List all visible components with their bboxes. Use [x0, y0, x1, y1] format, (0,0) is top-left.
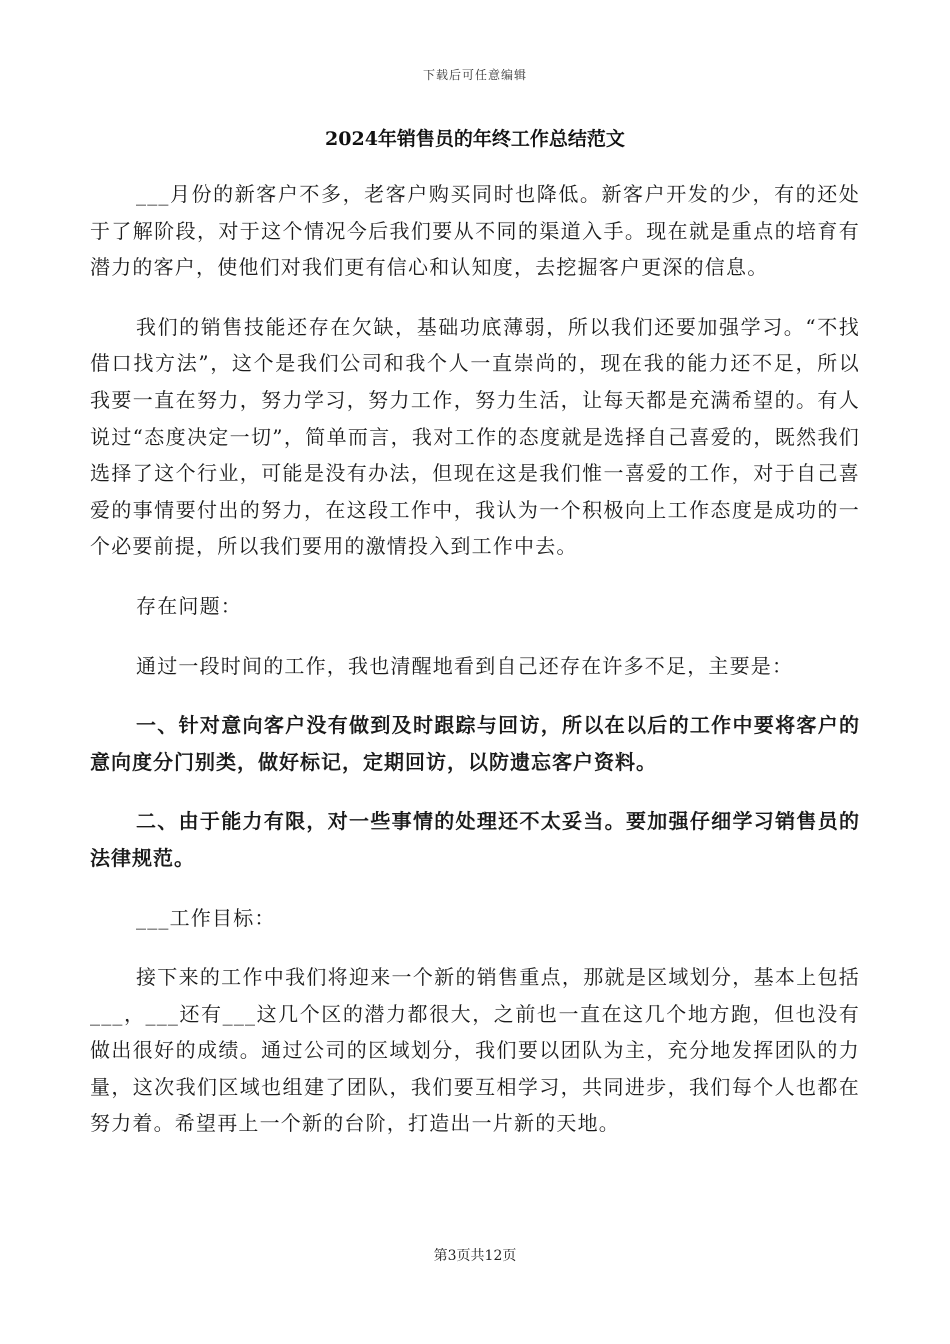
document-body: [90, 176, 860, 1165]
paragraph-new-customers: ___月份的新客户不多，老客户购买同时也降低。新客户开发的少，有的还处于了解阶段，对于这个情况今后我们要从不同的渠道入手。现在就是重点的培育有潜力的客户，使他们对我们更有信心和认知度，去挖掘客户更深的信息。: [90, 182, 860, 280]
paragraph-problems-intro: 通过一段时间的工作，我也清醒地看到自己还存在许多不足，主要是：: [136, 653, 794, 678]
heading-work-goals: ___工作目标：: [136, 905, 276, 930]
paragraph-sales-skills: 我们的销售技能还存在欠缺，基础功底薄弱，所以我们还要加强学习。“不找借口找方法”，这个是我们公司和我个人一直崇尚的，现在我的能力还不足，所以我要一直在努力，努力学习，努力工作，努力生活，让每天都是充满希望的。有人说过“态度决定一切”，简单而言，我对工作的态度就是选择自己喜爱的，既然我们选择了这个行业，可能是没有办法，但现在这是我们惟一喜爱的工作，对于自己喜爱的事情要付出的努力，在这段工作中，我认为一个积极向上工作态度是成功的一个必要前提，所以我们要用的激情投入到工作中去。: [90, 314, 860, 559]
paragraph-regional-plan: 接下来的工作中我们将迎来一个新的销售重点，那就是区域划分，基本上包括___，___还有___这几个区的潜力都很大，之前也一直在这几个地方跑，但也没有做出很好的成绩。通过公司的区域划分，我们要以团队为主，充分地发挥团队的力量，这次我们区域也组建了团队，我们要互相学习，共同进步，我们每个人也都在努力着。希望再上一个新的台阶，打造出一片新的天地。: [90, 965, 860, 1136]
heading-existing-problems: 存在问题：: [136, 593, 242, 618]
document-title: 2024年销售员的年终工作总结范文: [325, 128, 625, 150]
header-note: 下载后可任意编辑: [422, 68, 527, 82]
problem-item-two: 二、由于能力有限，对一些事情的处理还不太妥当。要加强仔细学习销售员的法律规范。: [90, 809, 860, 870]
page-number: 第3页共12页: [433, 1248, 517, 1264]
problem-item-one: 一、针对意向客户没有做到及时跟踪与回访，所以在以后的工作中要将客户的意向度分门别类，做好标记，定期回访，以防遗忘客户资料。: [90, 713, 860, 774]
